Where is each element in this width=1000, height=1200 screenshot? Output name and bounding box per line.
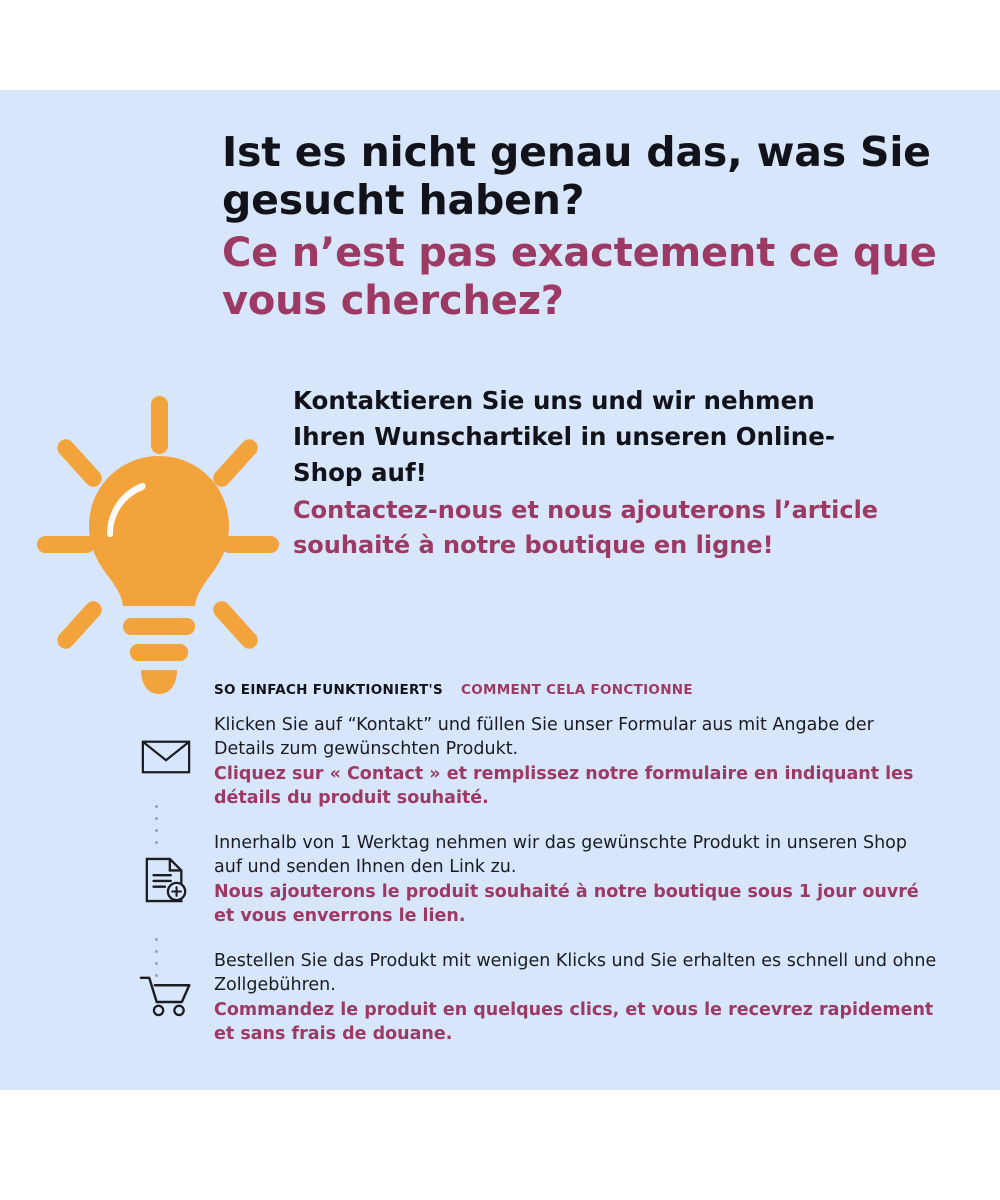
step-text — [214, 828, 938, 929]
step-german: Innerhalb von 1 Werktag nehmen wir das gewünschte Produkt in unseren Shop auf und senden Ihnen den Link zu. — [214, 833, 907, 877]
steps-list — [118, 710, 938, 1064]
content-panel — [0, 90, 1000, 1090]
list-item — [118, 828, 938, 946]
lightbulb-icon — [35, 390, 280, 730]
howto-heading — [214, 682, 693, 698]
shopping-cart-icon — [118, 946, 214, 1017]
howto-title-french: COMMENT CELA FONCTIONNE — [461, 682, 693, 698]
step-french: Cliquez sur « Contact » et remplissez notre formulaire en indiquant les détails du produit souhaité. — [214, 763, 914, 808]
step-text — [214, 710, 938, 811]
step-german: Bestellen Sie das Produkt mit wenigen Klicks und Sie erhalten es schnell und ohne Zollgebühren. — [214, 951, 937, 995]
intro-french: Contactez-nous et nous ajouterons l’article souhaité à notre boutique en ligne! — [293, 496, 879, 560]
document-add-icon — [118, 828, 214, 904]
headline-german: Ist es nicht genau das, was Sie gesucht haben? — [222, 128, 931, 225]
step-german: Klicken Sie auf “Kontakt” und füllen Sie unser Formular aus mit Angabe der Details zum gewünschten Produkt. — [214, 715, 874, 759]
headline-block — [222, 128, 952, 325]
list-item — [118, 946, 938, 1064]
step-text — [214, 946, 938, 1047]
headline-french: Ce n’est pas exactement ce que vous cherchez? — [222, 229, 937, 324]
envelope-icon — [118, 710, 214, 775]
howto-title-german: SO EINFACH FUNKTIONIERT'S — [214, 682, 444, 698]
intro-german: Kontaktieren Sie uns und wir nehmen Ihren Wunschartikel in unseren Online-Shop auf! — [293, 386, 836, 487]
list-item — [118, 710, 938, 828]
intro-block — [293, 383, 893, 564]
step-french: Commandez le produit en quelques clics, et vous le recevrez rapidement et sans frais de douane. — [214, 999, 934, 1044]
step-french: Nous ajouterons le produit souhaité à notre boutique sous 1 jour ouvré et vous enverrons le lien. — [214, 881, 919, 926]
